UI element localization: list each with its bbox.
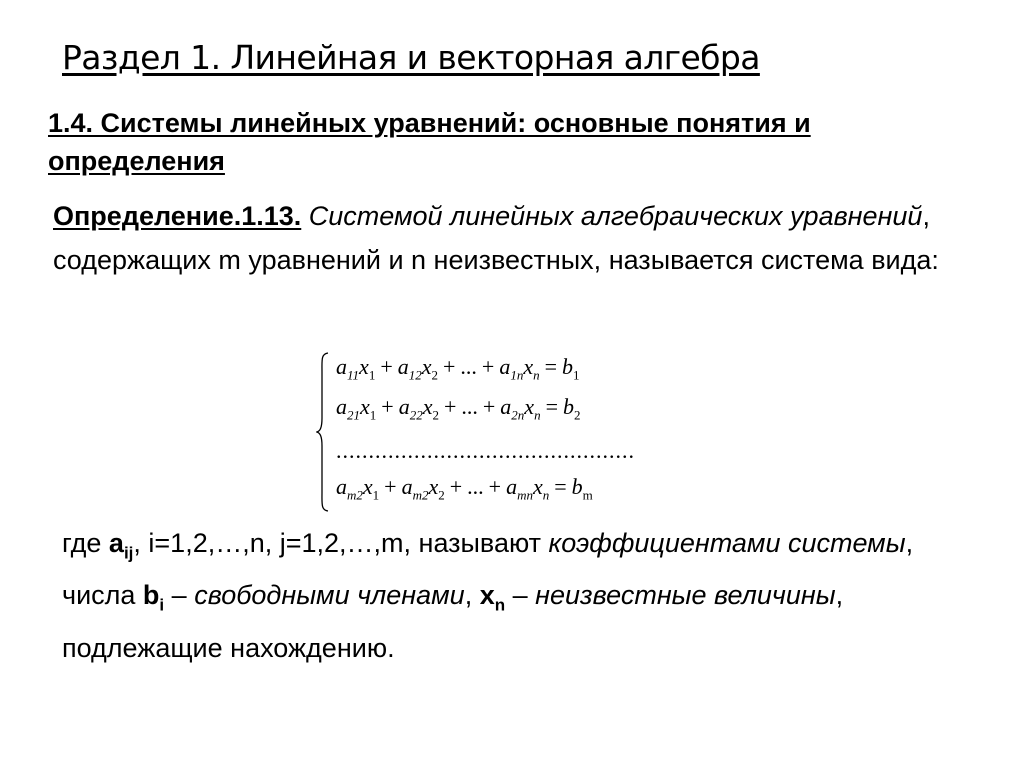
unknowns-term: неизвестные величины (535, 580, 836, 611)
free-terms-term: свободными членами (194, 580, 465, 611)
left-brace-icon (316, 352, 330, 512)
slide-title: Раздел 1. Линейная и векторная алгебра (62, 38, 760, 77)
free-term-symbol: $b_i$ (142, 580, 165, 615)
definition-paragraph (53, 194, 953, 282)
equation-ellipsis-row: .............................................. (336, 438, 635, 463)
equation-row-m: $a_{m2}x_1 + a_{m2}x_2$ + ... + $a_{mn}x_n = b_m$ (336, 474, 593, 503)
equation-row-2: $a_{21}x_1 + a_{22}x_2$ + ... + $a_{2n}x_n = b_2$ (336, 394, 581, 423)
equation-row-1: $a_{11}x_1 + a_{12}x_2$ + ... + $a_{1n}x_n = b_1$ (336, 354, 580, 383)
explanation-paragraph: где $a_{ij}$, i=1,2,…,n, j=1,2,…,m, называют коэффициентами системы, числа $b_i$ – свободными членами, $x_n$ – неизвестные величины, подлежащие нахождению. (62, 528, 914, 663)
equation-system (316, 352, 676, 512)
unknown-symbol: $x_n$ (479, 580, 506, 615)
definition-text: , содержащих m уравнений и n неизвестных, называется система вида: (53, 201, 939, 275)
section-heading: 1.4. Системы линейных уравнений: основные понятия и определения (48, 108, 811, 176)
definition-label: Определение.1.13. (53, 201, 302, 231)
coefficient-symbol: $a_{ij}$ (108, 528, 134, 563)
coefficients-term: коэффициентами системы (548, 528, 906, 558)
definition-term: Системой линейных алгебраических уравнений (308, 201, 923, 231)
